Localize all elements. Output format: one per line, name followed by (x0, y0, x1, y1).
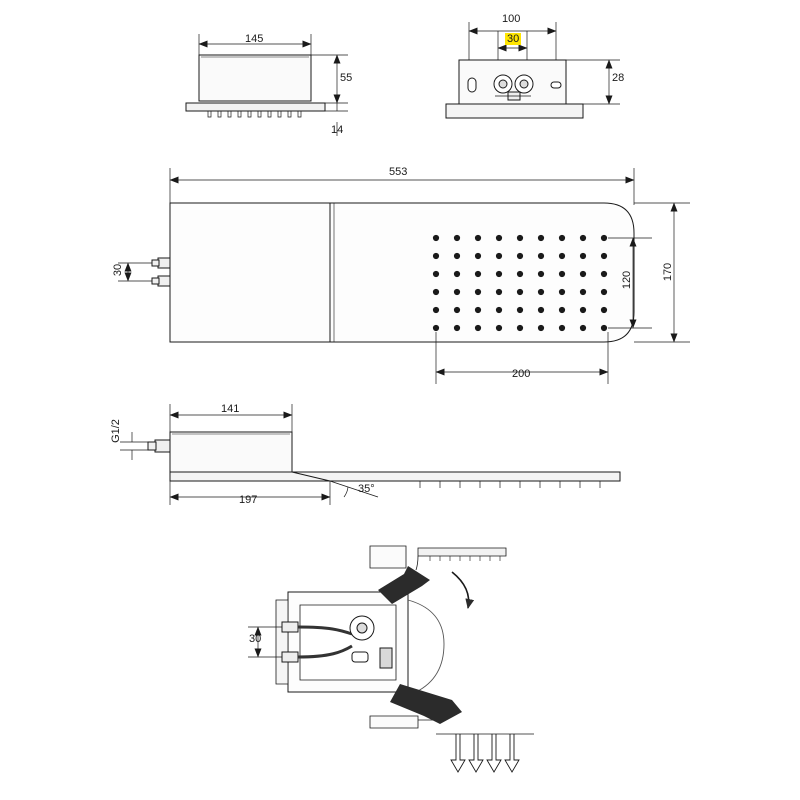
view-end-elevation (446, 22, 620, 118)
label-35deg: 35° (358, 483, 375, 495)
label-200: 200 (512, 368, 531, 380)
label-145: 145 (245, 33, 264, 45)
label-30-bottom: 30 (249, 633, 262, 645)
label-55: 55 (340, 72, 353, 84)
dimension-G12 (120, 432, 148, 460)
label-553: 553 (389, 166, 408, 178)
label-14: 14 (331, 124, 344, 136)
label-G12: G1/2 (109, 419, 122, 443)
label-100: 100 (502, 13, 521, 25)
label-30-top: 30 (507, 33, 520, 45)
label-28: 28 (612, 72, 625, 84)
label-170: 170 (662, 262, 675, 282)
label-141: 141 (221, 403, 240, 415)
label-30-left: 30 (112, 263, 125, 277)
label-197: 197 (239, 494, 258, 506)
view-front-elevation (186, 34, 348, 136)
label-120: 120 (621, 270, 634, 290)
view-plan (118, 168, 690, 384)
view-installation-detail (248, 546, 534, 772)
